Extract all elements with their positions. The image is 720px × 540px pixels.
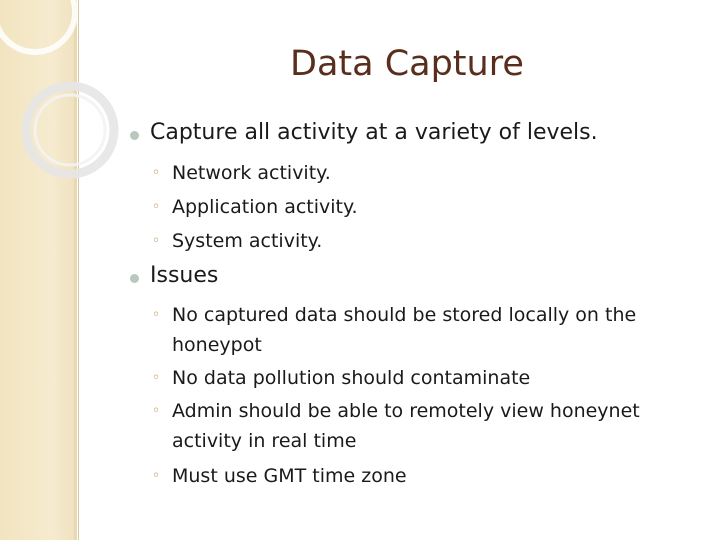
- sub-list-item-line: Must use GMT time zone: [172, 465, 407, 487]
- sub-list-item-line: No data pollution should contaminate: [172, 367, 531, 389]
- sub-bullet-icon: ◦: [152, 199, 161, 215]
- sub-list-item-line: honeypot: [172, 334, 262, 356]
- list-item: Issues: [150, 263, 219, 288]
- sub-bullet-icon: ◦: [152, 165, 161, 181]
- sub-bullet-icon: ◦: [152, 233, 161, 249]
- bullet-icon: [130, 131, 139, 140]
- sub-list-item-line: activity in real time: [172, 430, 357, 452]
- sub-bullet-icon: ◦: [152, 403, 161, 419]
- sub-bullet-icon: ◦: [152, 307, 161, 323]
- sub-list-item: System activity.: [172, 230, 323, 252]
- page-title: Data Capture: [290, 44, 524, 84]
- sub-list-item-line: Admin should be able to remotely view honeynet: [172, 400, 640, 422]
- sub-list-item-line: No captured data should be stored locally on the: [172, 304, 637, 326]
- sub-list-item: Network activity.: [172, 162, 331, 184]
- sub-bullet-icon: ◦: [152, 370, 161, 386]
- sub-bullet-icon: ◦: [152, 468, 161, 484]
- sub-list-item: Application activity.: [172, 196, 358, 218]
- bullet-icon: [130, 274, 139, 283]
- list-item: Capture all activity at a variety of levels.: [150, 120, 598, 145]
